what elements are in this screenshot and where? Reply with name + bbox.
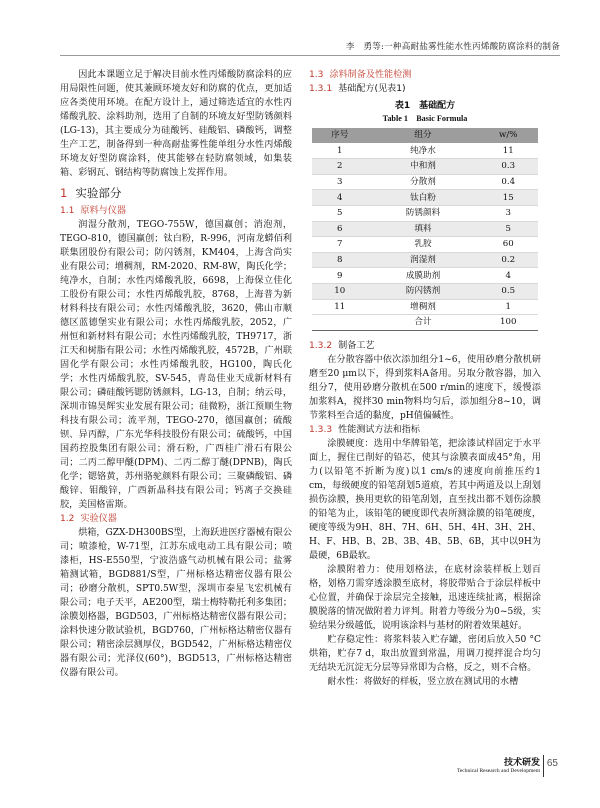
subsubsection-title: 性能测试方法和指标 (338, 424, 420, 435)
hardness-paragraph: 涂膜硬度：选用中华牌铅笔，把涂漆试样固定于水平面上，握住已削好的铅芯，使其与涂膜表面成45°角，用力(以铅笔不折断为度)以1 cm/s的速度向前推压约1 cm，每级硬度的铅笔刮划5道痕，若其中两道及以上刮划损伤涂膜，换用更软的铅笔刮划，直至找出都不划伤涂膜的铅笔为止，该铅笔的硬度即代表所测涂膜的铅笔硬度，硬度等级为9H、8H、7H、6H、5H、4H、3H、2H、H、F、HB、B、2B、3B、4B、5B、6B，其中以9H为最硬，6B最软。 (309, 438, 541, 561)
process-paragraph: 在分散容器中依次添加组分1~6，使用砂磨分散机研磨至20 μm以下，得到浆料A备用。另取分散容器，加入组分7，使用砂磨分散机在500 r/min的速度下，缓慢添加浆料A，搅拌30 min物料均匀后，添加组分8~10，调节浆料至合适的黏度，pH值偏碱性。 (309, 354, 541, 421)
table-header-cell: 组分 (368, 128, 479, 143)
table-cell: 11 (312, 299, 368, 315)
table-cell: 纯净水 (368, 143, 479, 159)
subsection-title: 涂料制备及性能检测 (329, 70, 412, 80)
table-cell: 6 (312, 221, 368, 237)
adhesion-paragraph: 涂膜附着力：使用划格法，在底材涂装样板上划百格，划格刀需穿透涂膜至底材，将胶带贴合于涂层样板中心位置，并确保于涂层完全接触，迅速连续扯离，根据涂膜脱落的情况做附着力评判。附着力等级分为0~5级，实验结果分级越低，说明该涂料与基材的附着效果越好。 (309, 564, 541, 631)
subsection-heading-1-2 (60, 512, 292, 526)
table-row (312, 237, 538, 253)
table-row (312, 268, 538, 284)
subsection-number: 1.2 (60, 514, 75, 524)
running-title: 李 勇等:一种高耐盐雾性能水性丙烯酸防腐涂料的制备 (345, 42, 560, 52)
water-resistance-paragraph: 耐水性：将做好的样板，竖立放在测试用的水槽 (327, 676, 519, 687)
table-cell: 中和剂 (368, 159, 479, 175)
table-cell (312, 315, 368, 331)
table-cell: 钛白粉 (368, 190, 479, 206)
table-cell: 1 (312, 143, 368, 159)
table-header-row (312, 128, 538, 143)
instruments-paragraph: 烘箱，GZX-DH300BS型，上海跃进医疗器械有限公司；喷漆枪，W-71型，江苏东成电动工具有限公司；喷漆柜，HS-E550型，宁波浩盛气动机械有限公司；盐雾箱测试箱，BGD881/S型，广州标格达精密仪器有限公司；砂磨分散机，SPT0.5W型，深圳市泰星飞宏机械有限公司；电子天平，AE200型，瑞士梅特勒托利多集团；涂膜划格器，BGD503，广州标格达精密仪器有限公司；涂料快速分散试验机，BGD760，广州标格达精密仪器有限公司；精密涂层测厚仪，BGD542，广州标格达精密仪器有限公司；光泽仪(60°)，BGD513，广州标格达精密仪器有限公司。 (60, 528, 292, 678)
table-caption-en: Table 1 Basic Formula (382, 114, 468, 123)
table-cell: 4 (479, 268, 538, 284)
subsubsection-title: 制备工艺 (338, 340, 375, 351)
page-number: 65 (546, 758, 558, 769)
table-row (312, 159, 538, 175)
subsubsection-number: 1.3.1 (309, 84, 333, 94)
intro-paragraph: 因此本课题立足于解决目前水性丙烯酸防腐涂料的应用局限性问题，使其兼顾环境友好和防腐的优点，更加适应各类使用环境。在配方设计上，通过筛选适宜的水性丙烯酸乳胶、涂料助剂，选用了自制的环境友好型防锈颜料(LG-13)，其主要成分为硅酸钙、硅酸铝、磷酸钙，调整生产工艺，制备得到一种高耐盐雾性能单组分水性丙烯酸环境友好型防腐涂料，使其能够在轻防腐领域，如集装箱、彩钢瓦、钢结构等防腐蚀上发挥作用。 (60, 70, 292, 178)
subsection-heading-1-3 (309, 68, 541, 82)
table-cell: 3 (479, 205, 538, 221)
journal-section-cn: 技术研发 (503, 758, 540, 768)
table-cell: 5 (479, 221, 538, 237)
table-cell: 乳胶 (368, 237, 479, 253)
table-cell: 增稠剂 (368, 299, 479, 315)
table-cell: 防闪锈剂 (368, 283, 479, 299)
header-rule (60, 55, 560, 56)
footer-divider (543, 755, 544, 777)
table-cell: 4 (312, 190, 368, 206)
table-cell: 8 (312, 252, 368, 268)
table-row (312, 143, 538, 159)
table-cell: 填料 (368, 221, 479, 237)
table-cell: 10 (312, 283, 368, 299)
subsection-heading-1-1 (60, 204, 292, 218)
table-cell: 2 (312, 159, 368, 175)
page-footer (456, 755, 558, 789)
storage-paragraph: 贮存稳定性：将浆料装入贮存罐，密闭后放入50 °C烘箱，贮存7 d，取出放置到常温，用调刀搅拌混合均匀无结块无沉淀无分层等异常即为合格，反之，则不合格。 (309, 634, 541, 673)
table-cell: 9 (312, 268, 368, 284)
table-cell: 7 (312, 237, 368, 253)
section-number: 1 (60, 186, 68, 200)
subsection-title: 实验仪器 (80, 514, 117, 524)
subsubsection-title: 基础配方(见表1) (338, 84, 406, 94)
table-cell: 合计 (368, 315, 479, 331)
table-row (312, 190, 538, 206)
table-row (312, 205, 538, 221)
table-row (312, 299, 538, 315)
subsubsection-number: 1.3.3 (309, 424, 333, 435)
subsubsection-number: 1.3.2 (309, 340, 333, 351)
table-cell: 分散剂 (368, 174, 479, 190)
table-cell: 0.4 (479, 174, 538, 190)
subsection-number: 1.3 (309, 70, 324, 80)
subsubsection-heading-1-3-3 (309, 423, 541, 437)
table-header-cell: 序号 (312, 128, 368, 143)
table-row (312, 174, 538, 190)
table-cell: 11 (479, 143, 538, 159)
table-row (312, 283, 538, 299)
table-cell: 0.5 (479, 283, 538, 299)
spacer (309, 331, 541, 339)
table-caption-cn: 表1 基础配方 (394, 101, 456, 111)
table-cell: 润湿剂 (368, 252, 479, 268)
journal-section-en: Technical Research and Development (456, 768, 540, 774)
table-cell: 1 (479, 299, 538, 315)
table-header-cell: w/% (479, 128, 538, 143)
table-row (312, 252, 538, 268)
right-column (309, 68, 541, 689)
table-row (312, 221, 538, 237)
subsubsection-heading-1-3-2 (309, 339, 541, 353)
running-header (60, 40, 560, 54)
table-cell: 0.3 (479, 159, 538, 175)
table-cell: 15 (479, 190, 538, 206)
subsubsection-heading-1-3-1 (309, 82, 541, 96)
table-cell: 0.2 (479, 252, 538, 268)
materials-paragraph: 润湿分散剂，TEGO-755W，德国赢创；消泡剂，TEGO-810，德国赢创；钛白粉，R-996，河南龙蟒佰利联集团股份有限公司；防闪锈剂，KM404，上海含尚实业有限公司；增稠剂，RM-2020、RM-8W，陶氏化学；纯净水，自制；水性丙烯酸乳胶，6698，上海保立佳化工股份有限公司；水性丙烯酸乳胶，8768，上海普为新材料科技有限公司；水性丙烯酸乳胶，3620，佛山市顺德区蓝德堡实业有限公司；水性丙烯酸乳胶，2052，广州恒和新材料有限公司；水性丙烯酸乳胶，TH9717，浙江天和树脂有限公司；水性丙烯酸乳胶，4572B，广州联固化学有限公司；水性丙烯酸乳胶，HG100，陶氏化学；水性丙烯酸乳胶，SV-545，青岛佳业天成新材料有限公司；磷硅酸钙锶防锈颜料，LG-13，自制；纳云母，深圳市锦昊辉实业发展有限公司；硅微粉，浙江预顺生物科技有限公司；流平剂，TEGO-270，德国赢创；硫酸钡、异丙醇，广东光华科技股份有限公司；硫酸钙，中国国药控股集团有限公司；滑石粉，广西桂广滑石有限公司；二丙二醇甲醚(DPM)、二丙二醇丁醚(DPNB)，陶氏化学；锶铬黄，苏州骆驼颜料有限公司；三聚磷酸铝、磷酸锌、钼酸锌，广西新晶科技有限公司；钙离子交换硅胶，美国格雷斯。 (60, 220, 292, 510)
table-cell: 100 (479, 315, 538, 331)
section-heading-1 (60, 182, 292, 204)
subsection-number: 1.1 (60, 206, 75, 216)
table-cell: 防锈颜料 (368, 205, 479, 221)
table-cell: 5 (312, 205, 368, 221)
table-cell: 60 (479, 237, 538, 253)
formula-table (312, 128, 538, 331)
table-cell: 3 (312, 174, 368, 190)
subsection-title: 原料与仪器 (80, 206, 126, 216)
table-total-row (312, 315, 538, 331)
table-cell: 成膜助剂 (368, 268, 479, 284)
section-title: 实验部分 (75, 186, 122, 200)
left-column (60, 68, 292, 680)
